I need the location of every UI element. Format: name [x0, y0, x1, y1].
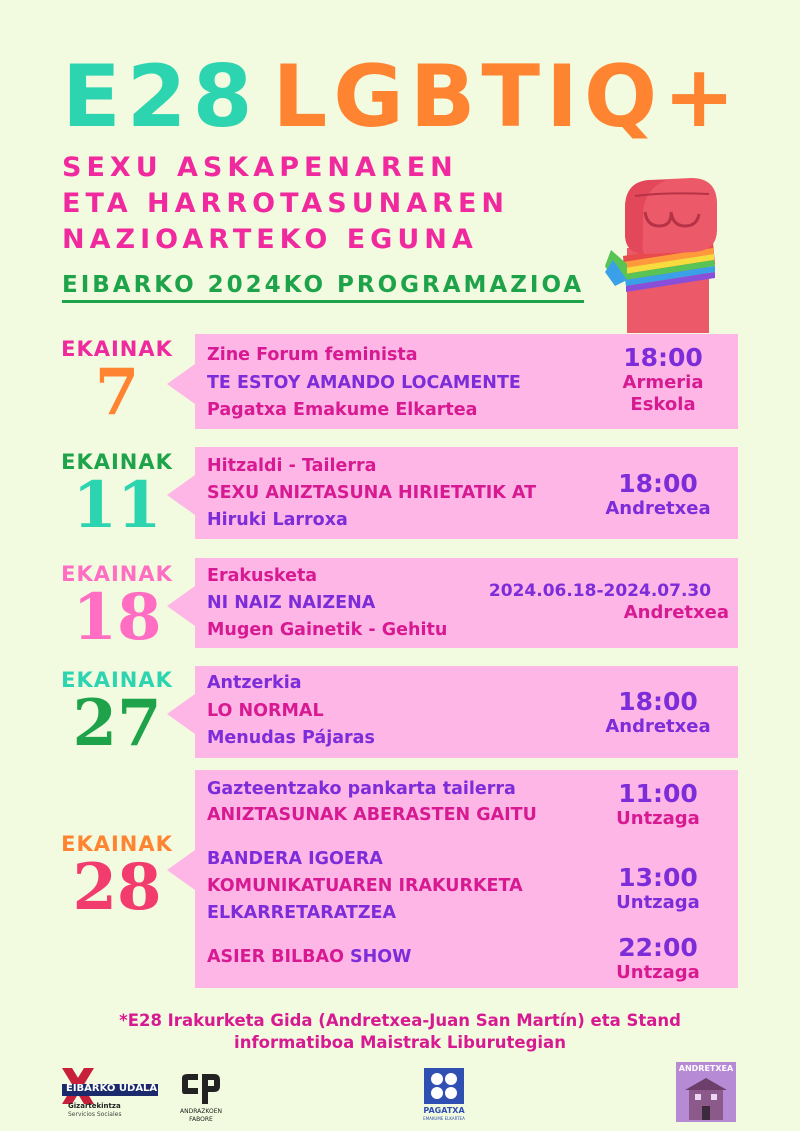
event-3-performer: ASIER BILBAO — [207, 947, 344, 967]
event-title: NI NAIZ NAIZENA — [207, 593, 376, 613]
event-time: 18:00 — [618, 687, 698, 716]
event-2-line-1: BANDERA IGOERA — [207, 849, 383, 869]
month-label: EKAINAK — [61, 832, 173, 856]
main-title — [62, 47, 742, 147]
event-time-place — [471, 580, 729, 624]
date-june-7 — [56, 337, 178, 430]
event-1-title: ANIZTASUNAK ABERASTEN GAITU — [207, 805, 537, 825]
subtitle-line-3: NAZIOARTEKO EGUNA — [62, 224, 478, 255]
event-type: Hitzaldi - Tailerra — [207, 456, 377, 476]
event-place: Untzaga — [616, 962, 700, 983]
event-2-line-3: ELKARRETARATZEA — [207, 903, 397, 923]
event-place-line-2: Eskola — [630, 394, 696, 415]
eibarko-udala-logo — [58, 1066, 162, 1122]
day-number: 28 — [72, 850, 162, 925]
event-time: 22:00 — [618, 933, 698, 962]
pagatxa-logo-sub: EMAKUME ELKARTEA — [423, 1116, 465, 1121]
event-title: TE ESTOY AMANDO LOCAMENTE — [207, 373, 521, 393]
month-label: EKAINAK — [61, 450, 173, 474]
event-3-show: SHOW — [343, 947, 412, 967]
subtitle-line-2: ETA HARROTASUNAREN — [62, 188, 509, 219]
event-3-title — [207, 947, 411, 967]
event-title: SEXU ANIZTASUNA HIRIETATIK AT — [207, 483, 537, 503]
event-card-june-11 — [195, 447, 738, 539]
title-lgbtiq: LGBTIQ+ — [272, 47, 742, 147]
event-time-place — [593, 470, 723, 520]
event-time: 18:00 — [618, 469, 698, 498]
event-time-place — [603, 344, 723, 416]
day-number: 11 — [72, 468, 162, 543]
event-time-place — [593, 688, 723, 738]
andrazkoen-logo-sub-2: FABORE — [189, 1116, 213, 1123]
raised-fist-icon — [605, 168, 730, 333]
subtitle-line-1: SEXU ASKAPENAREN — [62, 152, 458, 183]
title-e28: E28 — [62, 47, 259, 147]
event-date-range: 2024.06.18-2024.07.30 — [488, 581, 712, 601]
andrazkoen-logo-sub-1: ANDRAZKOEN — [180, 1108, 222, 1115]
event-place-line-1: Armeria — [622, 372, 704, 393]
month-label: EKAINAK — [61, 562, 173, 586]
event-1-type: Gazteentzako pankarta tailerra — [207, 779, 516, 799]
event-place: Andretxea — [623, 602, 729, 623]
event-2-time-place — [593, 864, 723, 914]
event-place: Andretxea — [605, 716, 711, 737]
building-icon — [681, 1076, 731, 1120]
pagatxa-emblem-icon — [424, 1068, 464, 1104]
event-type: Zine Forum feminista — [207, 345, 418, 365]
day-number: 27 — [72, 686, 162, 761]
day-number: 18 — [72, 580, 162, 655]
event-2-line-2: KOMUNIKATUAREN IRAKURKETA — [207, 876, 523, 896]
footer-note — [0, 1010, 800, 1054]
event-card-june-28 — [195, 770, 738, 988]
event-3-time-place — [593, 934, 723, 984]
event-time: 11:00 — [618, 779, 698, 808]
andrazkoen-emblem-icon — [180, 1074, 222, 1106]
event-organizer: Menudas Pájaras — [207, 728, 375, 748]
pagatxa-logo — [418, 1068, 470, 1124]
event-type: Erakusketa — [207, 566, 318, 586]
date-june-18 — [56, 562, 178, 655]
event-1-time-place — [593, 780, 723, 830]
event-organizer: Pagatxa Emakume Elkartea — [207, 400, 478, 420]
eibar-logo-sub-1: Gizartekintza — [68, 1102, 121, 1110]
eibar-logo-sub-2: Servicios Sociales — [68, 1111, 122, 1118]
footer-line-1: *E28 Irakurketa Gida (Andretxea-Juan San Martín) eta Stand — [119, 1011, 681, 1030]
event-card-june-7 — [195, 334, 738, 429]
day-number: 7 — [94, 355, 140, 430]
month-label: EKAINAK — [61, 337, 173, 361]
date-june-27 — [56, 668, 178, 761]
event-place: Andretxea — [605, 498, 711, 519]
andrazkoen-fabore-logo — [176, 1074, 226, 1124]
footer-line-2: informatiboa Maistrak Liburutegian — [234, 1033, 566, 1052]
month-label: EKAINAK — [61, 668, 173, 692]
event-time: 13:00 — [618, 863, 698, 892]
event-title: LO NORMAL — [207, 701, 324, 721]
date-june-28 — [56, 832, 178, 925]
pagatxa-logo-text: PAGATXA — [423, 1106, 465, 1115]
event-card-june-18 — [195, 558, 738, 648]
eibar-logo-text: EIBARKO UDALA — [66, 1083, 158, 1094]
date-june-11 — [56, 450, 178, 543]
event-place: Untzaga — [616, 892, 700, 913]
andretxea-logo — [676, 1062, 736, 1122]
andretxea-logo-text: ANDRETXEA — [678, 1064, 734, 1073]
event-organizer: Hiruki Larroxa — [207, 510, 348, 530]
event-type: Antzerkia — [207, 673, 302, 693]
event-card-june-27 — [195, 666, 738, 758]
event-time: 18:00 — [623, 343, 703, 372]
event-place: Untzaga — [616, 808, 700, 829]
program-title: EIBARKO 2024KO PROGRAMAZIOA — [62, 272, 584, 303]
event-organizer: Mugen Gainetik - Gehitu — [207, 620, 448, 640]
